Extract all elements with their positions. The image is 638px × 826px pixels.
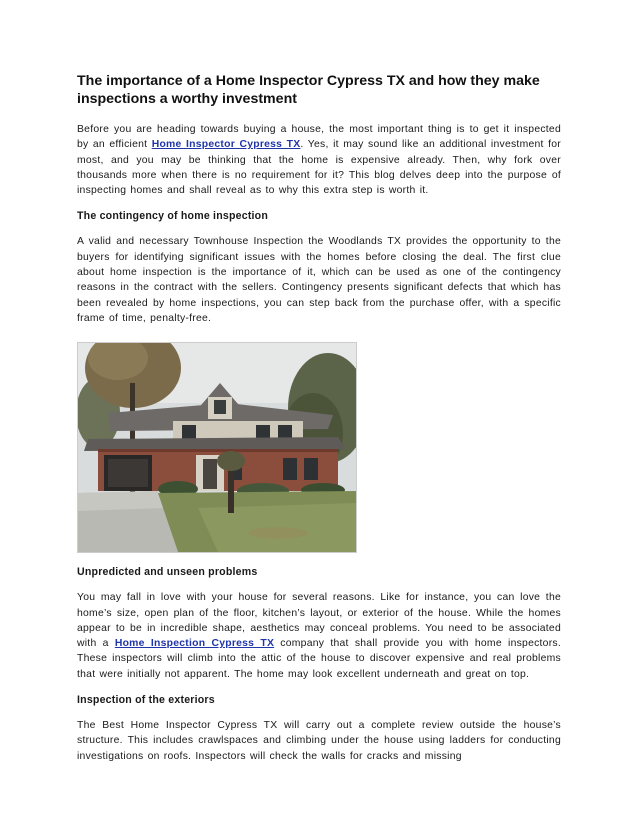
section-heading-contingency: The contingency of home inspection <box>77 210 269 223</box>
intro-text-1: Before you are heading towards buying a house, the most important thing is to get it inspected by an efficient <box>77 124 561 151</box>
contingency-paragraph: A valid and necessary Townhouse Inspection the Woodlands TX provides the opportunity to the buyers for identifying significant issues with the homes before closing the deal. The first clue about home inspection is the importance of it, which can be used as one of the contingency reasons in the contract with the sellers. Contingency presents significant defects that which has been revealed by home inspections, you can step back from the purchase offer, with a specific frame of time, penalty-free. <box>77 236 561 324</box>
unpredicted-text-1: You may fall in love with your house for several reasons. Like for instance, you can love the home’s size, open plan of the floor, kitchen’s layout, or exterior of the house. While the homes appear to be in incredible shape, aesthetics may conceal problems. You need to be associated with a <box>77 592 561 650</box>
exteriors-paragraph: The Best Home Inspector Cypress TX will carry out a complete review outside the house’s structure. This includes crawlspaces and climbing under the house using ladders for conducting investigations on roofs. Inspectors will check the walls for cracks and missing <box>77 720 561 762</box>
home-inspection-cypress-link[interactable]: Home Inspection Cypress TX <box>114 638 275 650</box>
unpredicted-text-2: company that shall provide you with home inspectors. These inspectors will climb into the attic of the house to discover expensive and real problems that were initially not apparent. The home may look excellent underneath and great on top. <box>77 638 561 680</box>
intro-text-2: . Yes, it may sound like an additional investment for most, and you may be thinking that the home is expensive already. Then, why fork over thousands more when there is no requirement for it? This blog delves deep into the purpose of inspecting homes and shall reveal as to why this extra step is worth it. <box>77 139 561 197</box>
intro-paragraph <box>77 122 561 198</box>
house-photo <box>77 342 357 553</box>
home-inspector-cypress-link[interactable]: Home Inspector Cypress TX <box>151 139 301 151</box>
section-heading-unpredicted: Unpredicted and unseen problems <box>77 566 258 579</box>
document-title: The importance of a Home Inspector Cypress TX and how they make inspections a worthy investment <box>77 73 540 107</box>
unpredicted-paragraph <box>77 590 561 682</box>
section-heading-exteriors: Inspection of the exteriors <box>77 694 215 707</box>
